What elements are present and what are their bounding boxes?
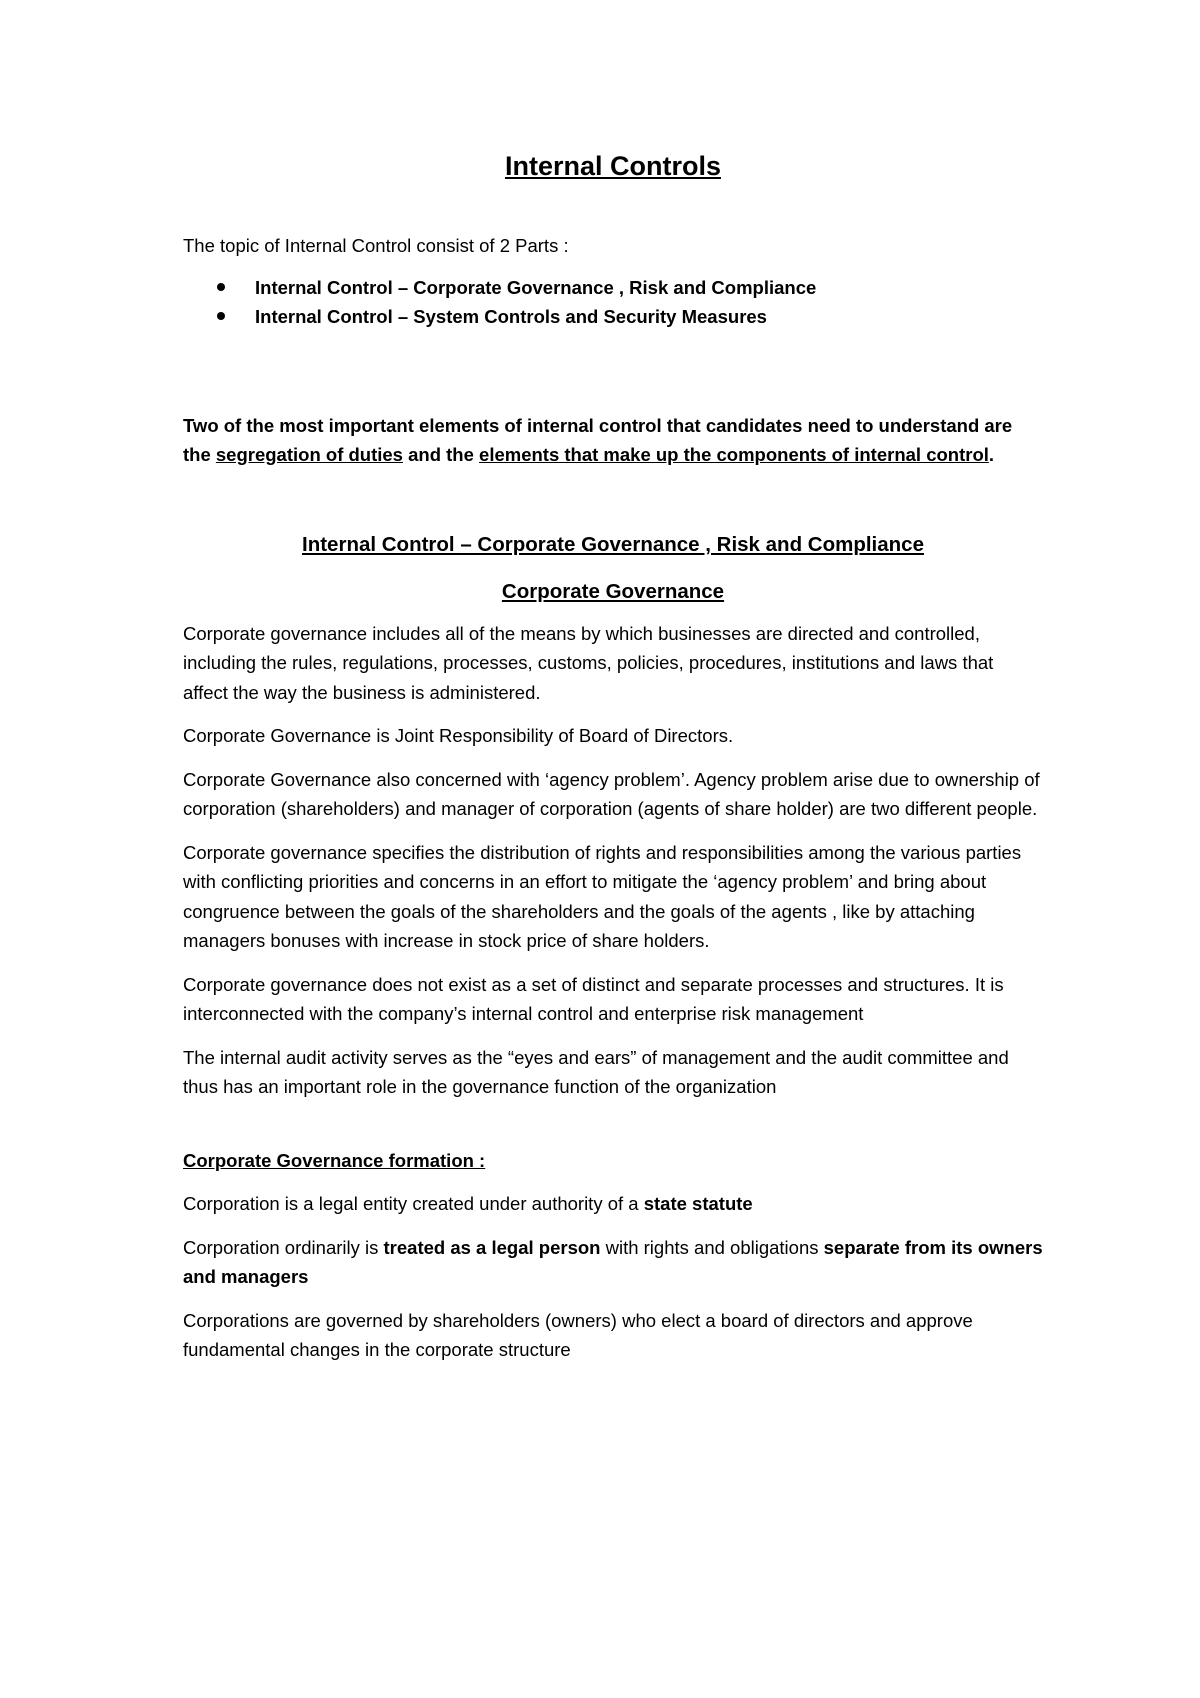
formation-paragraph-2 — [183, 1233, 1043, 1292]
intro-text: The topic of Internal Control consist of 2 Parts : — [183, 235, 569, 256]
formation-paragraph-1 — [183, 1189, 1043, 1219]
paragraph: Corporate governance includes all of the means by which businesses are directed and controlled, including the rules, regulations, processes, customs, policies, procedures, institutions and laws that affect the way the business is administered. — [183, 622, 994, 703]
formation-p1-bold: state statute — [643, 1193, 753, 1214]
sub-heading: Corporate Governance — [501, 579, 725, 603]
paragraph: Corporate Governance also concerned with ‘agency problem’. Agency problem arise due to ownership of corporation (shareholders) and manager of corporation (agents of share holder) are two different people. — [183, 768, 1040, 819]
formation-heading: Corporate Governance formation : — [183, 1149, 486, 1171]
parts-list — [183, 273, 1043, 331]
components-of-internal-control-text: elements that make up the components of internal control — [479, 444, 989, 465]
key-text-3: . — [988, 444, 995, 465]
bullet-icon — [217, 312, 225, 320]
formation-p2-text-2: with rights and obligations — [600, 1236, 824, 1258]
list-item — [183, 273, 1043, 302]
formation-paragraph-3: Corporations are governed by shareholders (owners) who elect a board of directors and approve fundamental changes in the corporate structure — [183, 1309, 973, 1360]
paragraph: The internal audit activity serves as the “eyes and ears” of management and the audit committee and thus has an important role in the governance function of the organization — [183, 1046, 1009, 1097]
list-item — [183, 302, 1043, 331]
formation-p2-bold-2: separate from its owners and managers — [183, 1236, 1043, 1287]
formation-p2-text-1: Corporation ordinarily is — [183, 1236, 384, 1258]
key-text-1: Two of the most important elements of internal control that candidates need to understand are the — [183, 414, 1013, 465]
key-elements-paragraph — [183, 411, 1043, 470]
paragraph: Corporate governance does not exist as a set of distinct and separate processes and structures. It is interconnected with the company’s internal control and enterprise risk management — [183, 973, 1004, 1024]
paragraph: Corporate governance specifies the distribution of rights and responsibilities among the various parties with conflicting priorities and concerns in an effort to mitigate the ‘agency problem’ and bring about congruence between the goals of the shareholders and the goals of the agents , like by attaching managers bonuses with increase in stock price of share holders. — [183, 841, 1022, 951]
formation-p1-text: Corporation is a legal entity created under authority of a — [183, 1193, 644, 1214]
paragraph: Corporate Governance is Joint Responsibility of Board of Directors. — [183, 725, 734, 746]
bullet-icon — [217, 283, 225, 291]
list-item-text: Internal Control – System Controls and Security Measures — [255, 305, 767, 327]
document-title: Internal Controls — [504, 151, 721, 181]
key-text-2: and the — [402, 444, 480, 465]
formation-p2-bold-1: treated as a legal person — [383, 1236, 601, 1258]
list-item-text: Internal Control – Corporate Governance , Risk and Compliance — [255, 276, 817, 298]
section-heading: Internal Control – Corporate Governance , Risk and Compliance — [302, 532, 924, 556]
segregation-of-duties-text: segregation of duties — [215, 444, 403, 465]
document-body — [183, 148, 1043, 1379]
